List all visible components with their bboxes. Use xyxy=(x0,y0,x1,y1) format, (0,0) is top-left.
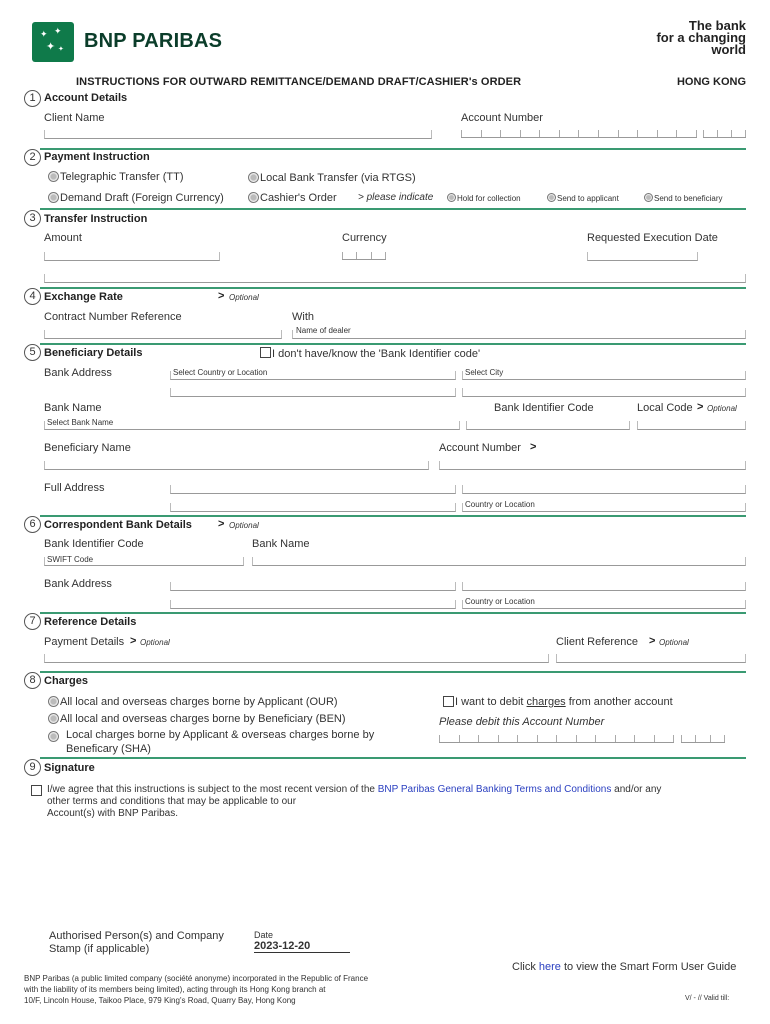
amount-input[interactable] xyxy=(44,252,220,261)
section-2-number: 2 xyxy=(24,149,41,166)
rtgs-radio[interactable] xyxy=(248,172,259,183)
corr-address-line-3-input[interactable] xyxy=(170,600,456,609)
optional-label: Optional xyxy=(229,293,259,302)
optional-label: Optional xyxy=(229,521,259,530)
no-bic-checkbox[interactable] xyxy=(260,347,271,358)
account-number-input[interactable] xyxy=(461,130,697,138)
date-label: Date xyxy=(254,930,274,940)
account-number-label: Account Number xyxy=(461,112,543,124)
beneficiary-account-label: Account Number xyxy=(439,442,521,454)
payment-details-arrow: > xyxy=(130,635,137,647)
no-bic-label: I don't have/know the 'Bank Identifier code' xyxy=(272,348,481,360)
charges-sha-radio[interactable] xyxy=(48,731,59,742)
user-guide-link[interactable]: here xyxy=(538,961,561,973)
send-applicant-label: Send to applicant xyxy=(557,194,619,203)
dealer-name-hint: Name of dealer xyxy=(296,326,351,335)
tt-radio[interactable] xyxy=(48,171,59,182)
bnp-logo-icon: ✦ ✦ ✦ ✦ xyxy=(32,22,74,62)
payment-details-input[interactable] xyxy=(44,654,549,663)
optional-arrow: > xyxy=(218,518,225,530)
charges-ben-radio[interactable] xyxy=(48,713,59,724)
account-number-arrow: > xyxy=(530,441,537,453)
contract-reference-input[interactable] xyxy=(44,330,282,339)
agreement-text: I/we agree that this instructions is subject to the most recent version of the BNP Paribas General Banking Terms and Conditions and/or any other terms and conditions that may be applicable to our Account(s) with BNP Paribas. xyxy=(47,784,662,819)
tt-label: Telegraphic Transfer (TT) xyxy=(60,171,184,183)
corr-bank-address-label: Bank Address xyxy=(44,578,112,590)
local-code-label: Local Code xyxy=(637,402,693,414)
section-7-number: 7 xyxy=(24,613,41,630)
section-1-number: 1 xyxy=(24,90,41,107)
contract-reference-label: Contract Number Reference xyxy=(44,311,182,323)
section-8-number: 8 xyxy=(24,672,41,689)
section-rule xyxy=(40,343,746,345)
full-address-line-3-input[interactable] xyxy=(170,503,456,512)
client-reference-label: Client Reference xyxy=(556,636,638,648)
corr-country-select[interactable] xyxy=(462,600,746,609)
document-title: INSTRUCTIONS FOR OUTWARD REMITTANCE/DEMAND DRAFT/CASHIER's ORDER xyxy=(76,76,522,88)
local-code-input[interactable] xyxy=(637,421,746,430)
bank-name-select[interactable] xyxy=(44,421,460,430)
section-rule xyxy=(40,671,746,673)
hold-collection-label: Hold for collection xyxy=(457,194,521,203)
currency-label: Currency xyxy=(342,232,387,244)
send-beneficiary-label: Send to beneficiary xyxy=(654,194,723,203)
please-indicate-label: > please indicate xyxy=(358,192,434,203)
section-1-title: Account Details xyxy=(44,92,128,104)
authorised-person-label: Authorised Person(s) and Company Stamp (if applicable) xyxy=(49,930,224,955)
optional-arrow: > xyxy=(218,290,225,302)
rtgs-label: Local Bank Transfer (via RTGS) xyxy=(260,172,416,184)
date-input[interactable]: 2023-12-20 xyxy=(254,940,350,953)
charges-sha-label: Local charges borne by Applicant & overseas charges borne by Beneficary (SHA) xyxy=(66,729,375,755)
section-6-number: 6 xyxy=(24,516,41,533)
debit-another-checkbox[interactable] xyxy=(443,696,454,707)
bank-address-label: Bank Address xyxy=(44,367,112,379)
demand-draft-label: Demand Draft (Foreign Currency) xyxy=(60,192,224,204)
charges-our-label: All local and overseas charges borne by Applicant (OUR) xyxy=(60,696,338,708)
account-number-suffix-input[interactable] xyxy=(703,130,746,138)
section-5-title: Beneficiary Details xyxy=(44,347,143,359)
demand-draft-radio[interactable] xyxy=(48,192,59,203)
local-code-arrow: > xyxy=(697,401,704,413)
terms-link[interactable]: BNP Paribas General Banking Terms and Conditions xyxy=(377,784,612,795)
execution-date-input[interactable] xyxy=(587,252,698,261)
beneficiary-name-input[interactable] xyxy=(44,461,429,470)
send-applicant-radio[interactable] xyxy=(547,193,556,202)
client-reference-input[interactable] xyxy=(556,654,746,663)
currency-input[interactable] xyxy=(342,252,386,260)
user-guide-text: Click here to view the Smart Form User Guide xyxy=(512,961,737,973)
section-9-number: 9 xyxy=(24,759,41,776)
bank-address-line-input[interactable] xyxy=(170,388,456,397)
city-select-hint: Select City xyxy=(465,368,504,377)
select-bank-hint: Select Bank Name xyxy=(47,418,114,427)
section-6-title: Correspondent Bank Details xyxy=(44,519,192,531)
swift-code-hint: SWIFT Code xyxy=(47,555,94,564)
section-4-number: 4 xyxy=(24,288,41,305)
section-8-title: Charges xyxy=(44,675,89,687)
section-3-title: Transfer Instruction xyxy=(44,213,148,225)
payment-details-label: Payment Details xyxy=(44,636,125,648)
country-select[interactable] xyxy=(170,371,456,380)
beneficiary-country-select[interactable] xyxy=(462,503,746,512)
corr-bank-name-input[interactable] xyxy=(252,557,746,566)
dealer-name-input[interactable] xyxy=(292,330,746,339)
bic-label: Bank Identifier Code xyxy=(494,402,594,414)
beneficiary-name-label: Beneficiary Name xyxy=(44,442,131,454)
section-3-number: 3 xyxy=(24,210,41,227)
cashiers-order-radio[interactable] xyxy=(248,192,259,203)
client-reference-arrow: > xyxy=(649,635,656,647)
country-select-hint: Select Country or Location xyxy=(173,368,268,377)
section-rule xyxy=(40,515,746,517)
section-rule xyxy=(40,208,746,210)
version-label: V/ - // Valid till: xyxy=(685,995,730,1002)
section-7-title: Reference Details xyxy=(44,616,137,628)
corr-bank-name-label: Bank Name xyxy=(252,538,310,550)
agree-checkbox[interactable] xyxy=(31,785,42,796)
please-debit-label: Please debit this Account Number xyxy=(439,716,605,728)
debit-another-label: I want to debit charges from another account xyxy=(455,696,673,708)
city-select[interactable] xyxy=(462,371,746,380)
client-reference-optional: Optional xyxy=(659,638,689,647)
full-address-line-2-input[interactable] xyxy=(462,485,746,494)
brand-name: BNP PARIBAS xyxy=(84,30,223,52)
debit-account-input[interactable] xyxy=(439,735,674,743)
corr-country-hint: Country or Location xyxy=(465,597,535,606)
send-beneficiary-radio[interactable] xyxy=(644,193,653,202)
hold-collection-radio[interactable] xyxy=(447,193,456,202)
section-5-number: 5 xyxy=(24,344,41,361)
corr-bic-label: Bank Identifier Code xyxy=(44,538,144,550)
corr-bic-input[interactable] xyxy=(44,557,244,566)
client-name-input[interactable] xyxy=(44,130,432,139)
section-4-title: Exchange Rate xyxy=(44,291,123,303)
amount-in-words-input[interactable] xyxy=(44,274,746,283)
corr-address-line-2-input[interactable] xyxy=(462,582,746,591)
local-code-optional: Optional xyxy=(707,404,737,413)
execution-date-label: Requested Execution Date xyxy=(587,232,718,244)
corr-address-line-1-input[interactable] xyxy=(170,582,456,591)
brand-tagline: The bank for a changing world xyxy=(656,18,746,57)
charges-our-radio[interactable] xyxy=(48,696,59,707)
bic-input[interactable] xyxy=(466,421,630,430)
amount-label: Amount xyxy=(44,232,82,244)
section-rule xyxy=(40,148,746,150)
beneficiary-account-input[interactable] xyxy=(439,461,746,470)
client-name-label: Client Name xyxy=(44,112,105,124)
section-9-title: Signature xyxy=(44,762,95,774)
bank-name-label: Bank Name xyxy=(44,402,102,414)
full-address-label: Full Address xyxy=(44,482,105,494)
section-rule xyxy=(40,287,746,289)
cashiers-order-label: Cashier's Order xyxy=(260,192,337,204)
section-2-title: Payment Instruction xyxy=(44,151,150,163)
debit-account-suffix-input[interactable] xyxy=(681,735,725,743)
section-rule xyxy=(40,612,746,614)
full-address-line-1-input[interactable] xyxy=(170,485,456,494)
payment-details-optional: Optional xyxy=(140,638,170,647)
country-hint: Country or Location xyxy=(465,500,535,509)
with-label: With xyxy=(292,311,314,323)
section-rule xyxy=(40,757,746,759)
legal-notice: BNP Paribas (a public limited company (société anonyme) incorporated in the Republic of France with the liability of its members being limited), acting through its Hong Kong branch at 10/F, Lincoln House, Taikoo Place, 979 King's Road, Quarry Bay, Hong Kong xyxy=(24,974,369,1005)
region-label: HONG KONG xyxy=(676,76,746,88)
charges-ben-label: All local and overseas charges borne by Beneficiary (BEN) xyxy=(60,713,346,725)
bank-address-line-2-input[interactable] xyxy=(462,388,746,397)
